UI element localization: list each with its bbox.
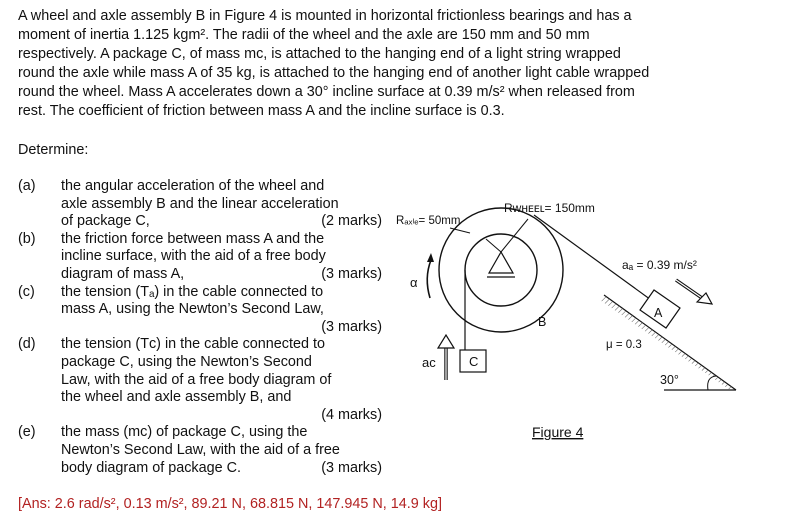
- question-e: [18, 424, 386, 477]
- axle-radius-line: [486, 239, 501, 252]
- question-line: the mass (mᴄ) of package C, using the: [61, 424, 308, 441]
- question-line: Newton’s Second Law, with the aid of a free: [61, 441, 340, 458]
- axle-circle: [465, 234, 537, 306]
- question-marks: (3 marks): [321, 318, 382, 335]
- assembly-b-label: B: [538, 315, 547, 329]
- question-line: mass A, using the Newton’s Second Law,: [61, 301, 324, 318]
- question-line: the wheel and axle assembly B, and: [61, 389, 292, 406]
- figure-4-diagram: [390, 190, 770, 450]
- mass-a-label: A: [654, 306, 663, 320]
- question-c: [18, 284, 386, 337]
- alpha-arrow: [427, 260, 431, 298]
- answer-key: [Ans: 2.6 rad/s², 0.13 m/s², 89.21 N, 68.815 N, 147.945 N, 14.9 kg]: [18, 496, 442, 512]
- friction-coefficient-label: μ = 0.3: [606, 339, 642, 351]
- axle-radius-label: Rₐₓₗₑ= 50mm: [396, 215, 461, 227]
- question-line: the friction force between mass A and the: [61, 230, 325, 247]
- package-c-label: C: [469, 354, 479, 369]
- alpha-arrow-head: [427, 253, 434, 262]
- question-marks: (3 marks): [321, 459, 382, 476]
- question-b: [18, 231, 386, 284]
- question-line: axle assembly B and the linear acceleration: [61, 195, 339, 212]
- question-label: (e): [18, 424, 36, 441]
- question-marks: (3 marks): [321, 265, 382, 282]
- problem-statement: [18, 7, 788, 121]
- question-line: the angular acceleration of the wheel and: [61, 178, 325, 194]
- question-marks: (2 marks): [321, 213, 382, 230]
- incline-angle-label: 30°: [660, 373, 679, 387]
- wheel-radius-line: [501, 219, 528, 252]
- question-list: [18, 178, 386, 477]
- question-label: (b): [18, 230, 36, 247]
- intro-line: rest. The coefficient of friction between mass A and the incline surface is 0.3.: [18, 103, 505, 119]
- question-marks: (4 marks): [321, 406, 382, 423]
- figure-caption: Figure 4: [532, 424, 584, 440]
- intro-line: moment of inertia 1.125 kgm². The radii of the wheel and the axle are 150 mm and 50 mm: [18, 27, 590, 43]
- aa-arrow-inner: [676, 280, 702, 298]
- wheel-radius-label: Rᴡʜᴇᴇʟ= 150mm: [504, 201, 595, 215]
- alpha-label: α: [410, 275, 418, 290]
- question-line: diagram of mass A,: [61, 265, 185, 282]
- question-label: (a): [18, 178, 36, 194]
- question-line: of package C,: [61, 213, 150, 230]
- question-label: (c): [18, 283, 35, 300]
- ac-label: aᴄ: [422, 355, 436, 370]
- question-d: [18, 336, 386, 424]
- determine-heading: Determine:: [18, 142, 89, 158]
- question-a: [18, 178, 386, 231]
- question-label: (d): [18, 336, 36, 353]
- intro-line: A wheel and axle assembly B in Figure 4 is mounted in horizontal frictionless bearings and has a: [18, 8, 632, 24]
- intro-line: round the wheel. Mass A accelerates down a 30° incline surface at 0.39 m/s² when released from: [18, 84, 635, 100]
- bearing-support: [489, 252, 513, 273]
- question-line: incline surface, with the aid of a free body: [61, 248, 326, 265]
- intro-line: round the axle while mass A of 35 kg, is attached to the hanging end of another light cable wrapped: [18, 65, 650, 81]
- aa-label: aₐ = 0.39 m/s²: [622, 258, 697, 272]
- question-line: body diagram of package C.: [61, 459, 241, 476]
- question-line: the tension (Tᴄ) in the cable connected to: [61, 336, 325, 353]
- intro-line: respectively. A package C, of mass mᴄ, is attached to the hanging end of a light string wrapped: [18, 46, 621, 62]
- question-line: the tension (Tₐ) in the cable connected to: [61, 283, 324, 300]
- question-line: package C, using the Newton’s Second: [61, 353, 312, 370]
- question-line: Law, with the aid of a free body diagram of: [61, 371, 332, 388]
- ac-arrow-head: [438, 335, 454, 348]
